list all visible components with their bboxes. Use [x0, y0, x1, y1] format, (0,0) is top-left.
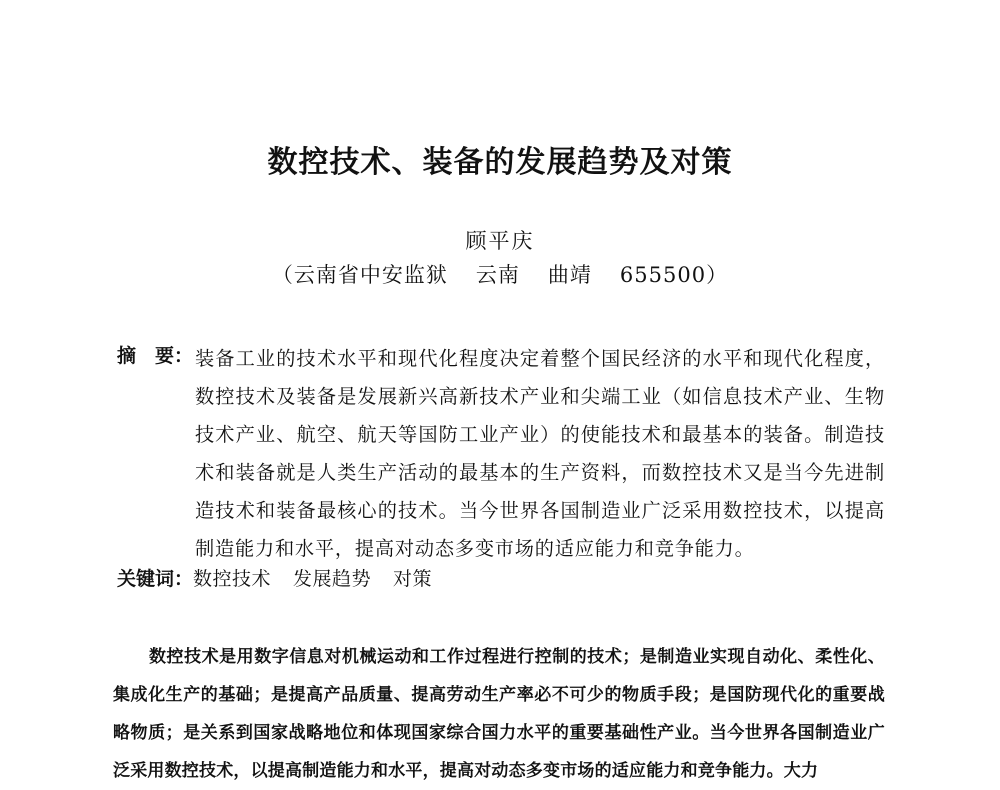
- affiliation-postcode: 655500: [619, 263, 707, 287]
- paper-title: 数控技术、装备的发展趋势及对策: [267, 145, 733, 180]
- abstract-text: 装备工业的技术水平和现代化程度决定着整个国民经济的水平和现代化程度，数控技术及装备是发展新兴高新技术产业和尖端工业（如信息技术产业、生物技术产业、航空、航天等国防工业产业）的使能技术和最基本的装备。制造技术和装备就是人类生产活动的最基本的生产资料，而数控技术又是当今先进制造技术和装备最核心的技术。当今世界各国制造业广泛采用数控技术，以提高制造能力和水平，提高对动态多变市场的适应能力和竞争能力。: [195, 347, 885, 560]
- keywords-row: [117, 564, 897, 594]
- affiliation-province: 云南: [475, 263, 520, 287]
- affiliation-city: 曲靖: [547, 263, 592, 287]
- keywords-label: 关键词：: [117, 568, 194, 590]
- keyword-item: 数控技术: [193, 568, 272, 590]
- keyword-item: 发展趋势: [293, 568, 372, 590]
- author-affiliation: [0, 259, 1000, 291]
- affiliation-open-paren: （: [271, 263, 294, 287]
- affiliation-org: 云南省中安监狱: [293, 263, 448, 287]
- affiliation-close-paren: ）: [706, 263, 729, 287]
- author-name: 顾平庆: [465, 229, 535, 253]
- keyword-item: 对策: [393, 568, 433, 590]
- abstract-label: 摘 要：: [117, 345, 194, 367]
- body-paragraph: 数控技术是用数字信息对机械运动和工作过程进行控制的技术；是制造业实现自动化、柔性化、集成化生产的基础；是提高产品质量、提高劳动生产率必不可少的物质手段；是国防现代化的重要战略物质；是关系到国家战略地位和体现国家综合国力水平的重要基础性产业。当今世界各国制造业广泛采用数控技术，以提高制造能力和水平，提高对动态多变市场的适应能力和竞争能力。大力: [113, 647, 885, 781]
